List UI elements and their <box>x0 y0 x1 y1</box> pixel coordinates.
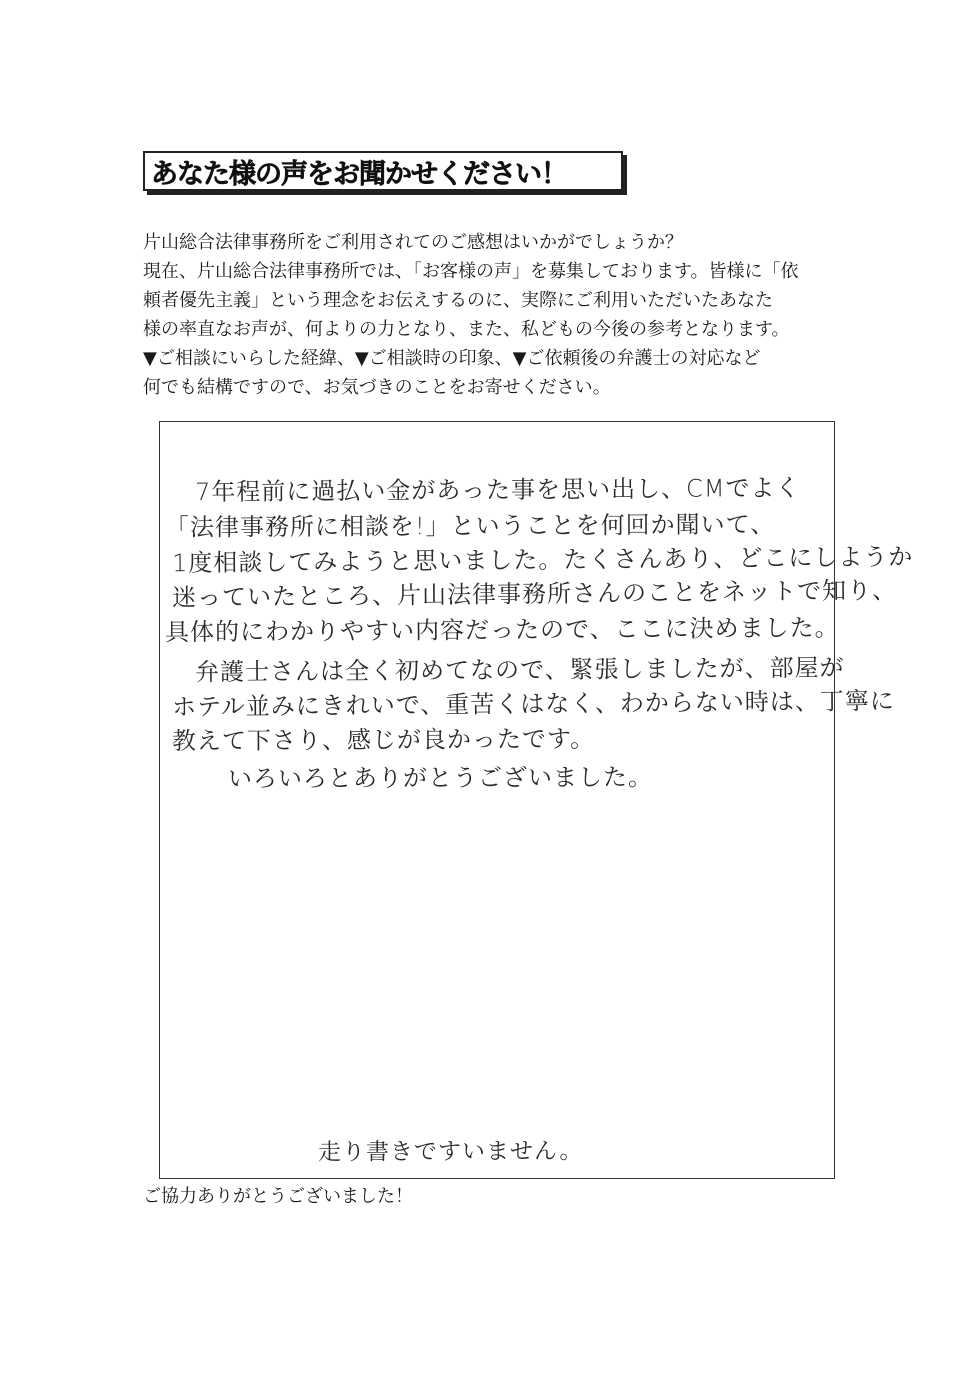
closing-text: ご協力ありがとうございました！ <box>143 1186 413 1207</box>
handwritten-line: 具体的にわかりやすい内容だったので、ここに決めました。 <box>164 613 840 647</box>
handwritten-line: 教えて下さり、感じが良かったです。 <box>171 724 596 756</box>
intro-line: 現在、片山総合法律事務所では、「お客様の声」を募集しております。皆様に「依 <box>143 261 799 282</box>
intro-line: 様の率直なお声が、何よりの力となり、また、私どもの今後の参考となります。 <box>143 319 790 340</box>
handwritten-line: ホテル並みにきれいで、重苦くはなく、わからない時は、丁寧に <box>171 686 895 722</box>
intro-line: 片山総合法律事務所をご利用されてのご感想はいかがでしょうか？ <box>143 232 683 253</box>
handwritten-line: 1度相談してみようと思いました。たくさんあり、どこにしようか <box>171 542 914 578</box>
intro-line: 何でも結構ですので、お気づきのことをお寄せください。 <box>143 377 611 398</box>
handwritten-line: 迷っていたところ、片山法律事務所さんのことをネットで知り、 <box>171 576 898 612</box>
intro-line: 頼者優先主義」という理念をお伝えするのに、実際にご利用いただいたあなた <box>143 290 773 311</box>
intro-line: ▼ご相談にいらした経緯、▼ご相談時の印象、▼ご依頼後の弁護士の対応など <box>143 348 761 369</box>
intro-text <box>143 228 863 402</box>
page-title: あなた様の声をお聞かせください！ <box>151 158 567 190</box>
handwritten-line: いろいろとありがとうございました。 <box>227 763 654 793</box>
handwritten-line: 7年程前に過払い金があった事を思い出し、CMでよく <box>194 473 801 507</box>
handwritten-line: 弁護士さんは全く初めてなので、緊張しましたが、部屋が <box>194 653 845 687</box>
handwritten-signoff: 走り書きですいません。 <box>317 1138 584 1166</box>
title-box <box>143 151 623 191</box>
handwritten-line: 「法律事務所に相談を!」ということを何回か聞いて、 <box>164 510 776 542</box>
